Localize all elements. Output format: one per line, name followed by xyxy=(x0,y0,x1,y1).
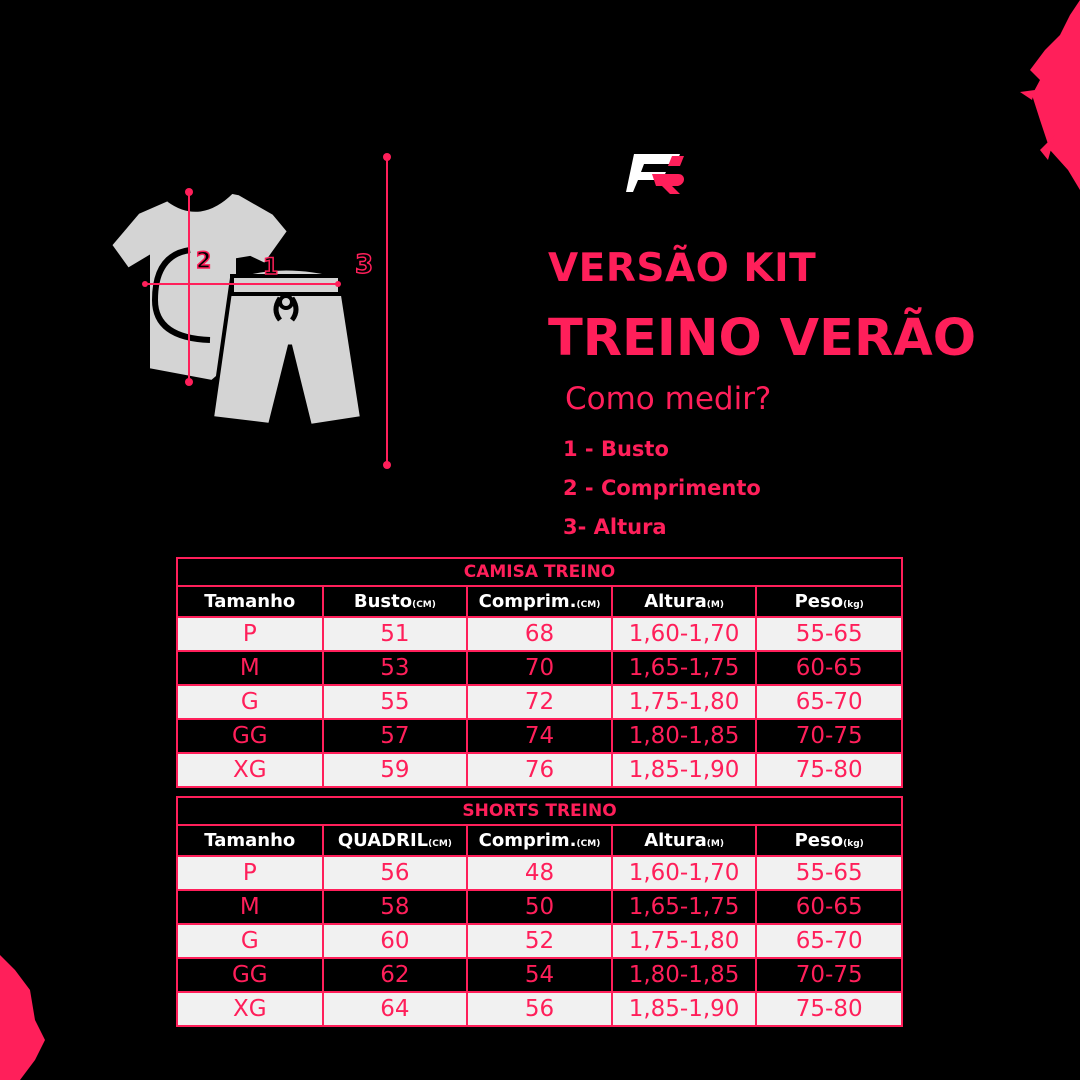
title-line-2: TREINO VERÃO xyxy=(548,309,977,368)
table-cell: 55 xyxy=(323,685,468,719)
shorts-size-table xyxy=(176,796,903,1027)
table-cell: 56 xyxy=(323,856,468,890)
column-header: QUADRIL(CM) xyxy=(323,825,468,856)
table-cell: 52 xyxy=(467,924,612,958)
length-measure-label: 2 xyxy=(196,249,212,274)
table-cell: 70 xyxy=(467,651,612,685)
table-cell: 65-70 xyxy=(756,924,901,958)
table-row xyxy=(178,992,901,1025)
table-row xyxy=(178,685,901,719)
table-cell: 60 xyxy=(323,924,468,958)
table-cell: 74 xyxy=(467,719,612,753)
table-cell: 68 xyxy=(467,617,612,651)
table-row xyxy=(178,924,901,958)
table-cell: 64 xyxy=(323,992,468,1025)
table-cell: 53 xyxy=(323,651,468,685)
table-cell: 62 xyxy=(323,958,468,992)
table-cell: 1,75-1,80 xyxy=(612,924,757,958)
table-cell: 70-75 xyxy=(756,958,901,992)
column-header: Comprim.(CM) xyxy=(467,586,612,617)
legend-length: 2 - Comprimento xyxy=(563,476,761,500)
table-cell: 75-80 xyxy=(756,992,901,1025)
table-cell: M xyxy=(178,890,323,924)
table-cell: 1,80-1,85 xyxy=(612,958,757,992)
table-cell: 1,60-1,70 xyxy=(612,617,757,651)
table-cell: 54 xyxy=(467,958,612,992)
table-cell: 70-75 xyxy=(756,719,901,753)
table-cell: 58 xyxy=(323,890,468,924)
table-cell: 55-65 xyxy=(756,856,901,890)
table-cell: 51 xyxy=(323,617,468,651)
table-cell: 50 xyxy=(467,890,612,924)
table-cell: 55-65 xyxy=(756,617,901,651)
table-cell: 65-70 xyxy=(756,685,901,719)
table-cell: 1,85-1,90 xyxy=(612,992,757,1025)
paint-splash-bottom-left xyxy=(0,950,50,1080)
column-header: Tamanho xyxy=(178,586,323,617)
legend-bust: 1 - Busto xyxy=(563,437,669,461)
legend-height: 3- Altura xyxy=(563,515,667,539)
height-measure-label: 3 xyxy=(355,250,374,280)
table-cell: 1,85-1,90 xyxy=(612,753,757,786)
bust-measure-label: 1 xyxy=(263,255,279,280)
table-row xyxy=(178,890,901,924)
table-cell: XG xyxy=(178,992,323,1025)
column-header: Altura(M) xyxy=(612,825,757,856)
table-cell: 1,75-1,80 xyxy=(612,685,757,719)
table-cell: G xyxy=(178,685,323,719)
table-row xyxy=(178,719,901,753)
table-cell: 76 xyxy=(467,753,612,786)
how-to-measure-heading: Como medir? xyxy=(565,381,772,417)
title-line-1: VERSÃO KIT xyxy=(548,246,817,291)
table-cell: XG xyxy=(178,753,323,786)
table-header-row xyxy=(178,825,901,856)
table-cell: 60-65 xyxy=(756,651,901,685)
column-header: Peso(kg) xyxy=(756,586,901,617)
shirt-size-table xyxy=(176,557,903,788)
table-row xyxy=(178,651,901,685)
table-cell: 75-80 xyxy=(756,753,901,786)
table-row xyxy=(178,617,901,651)
paint-splash-top-right xyxy=(1010,0,1080,200)
column-header: Tamanho xyxy=(178,825,323,856)
table-cell: GG xyxy=(178,958,323,992)
table-cell: P xyxy=(178,617,323,651)
table-row xyxy=(178,958,901,992)
column-header: Altura(M) xyxy=(612,586,757,617)
table-cell: 1,80-1,85 xyxy=(612,719,757,753)
table-cell: 56 xyxy=(467,992,612,1025)
tshirt-and-shorts-measure-icon xyxy=(100,150,400,475)
table-cell: 1,65-1,75 xyxy=(612,890,757,924)
table-caption: CAMISA TREINO xyxy=(178,559,901,586)
table-cell: 60-65 xyxy=(756,890,901,924)
table-cell: 72 xyxy=(467,685,612,719)
table-row xyxy=(178,753,901,786)
table-cell: GG xyxy=(178,719,323,753)
table-cell: M xyxy=(178,651,323,685)
table-cell: 1,65-1,75 xyxy=(612,651,757,685)
table-cell: 48 xyxy=(467,856,612,890)
table-row xyxy=(178,856,901,890)
table-cell: 57 xyxy=(323,719,468,753)
fr-brand-logo xyxy=(626,148,686,194)
column-header: Peso(kg) xyxy=(756,825,901,856)
table-cell: G xyxy=(178,924,323,958)
table-cell: 59 xyxy=(323,753,468,786)
table-header-row xyxy=(178,586,901,617)
table-caption: SHORTS TREINO xyxy=(178,798,901,825)
column-header: Busto(CM) xyxy=(323,586,468,617)
table-cell: P xyxy=(178,856,323,890)
table-cell: 1,60-1,70 xyxy=(612,856,757,890)
column-header: Comprim.(CM) xyxy=(467,825,612,856)
